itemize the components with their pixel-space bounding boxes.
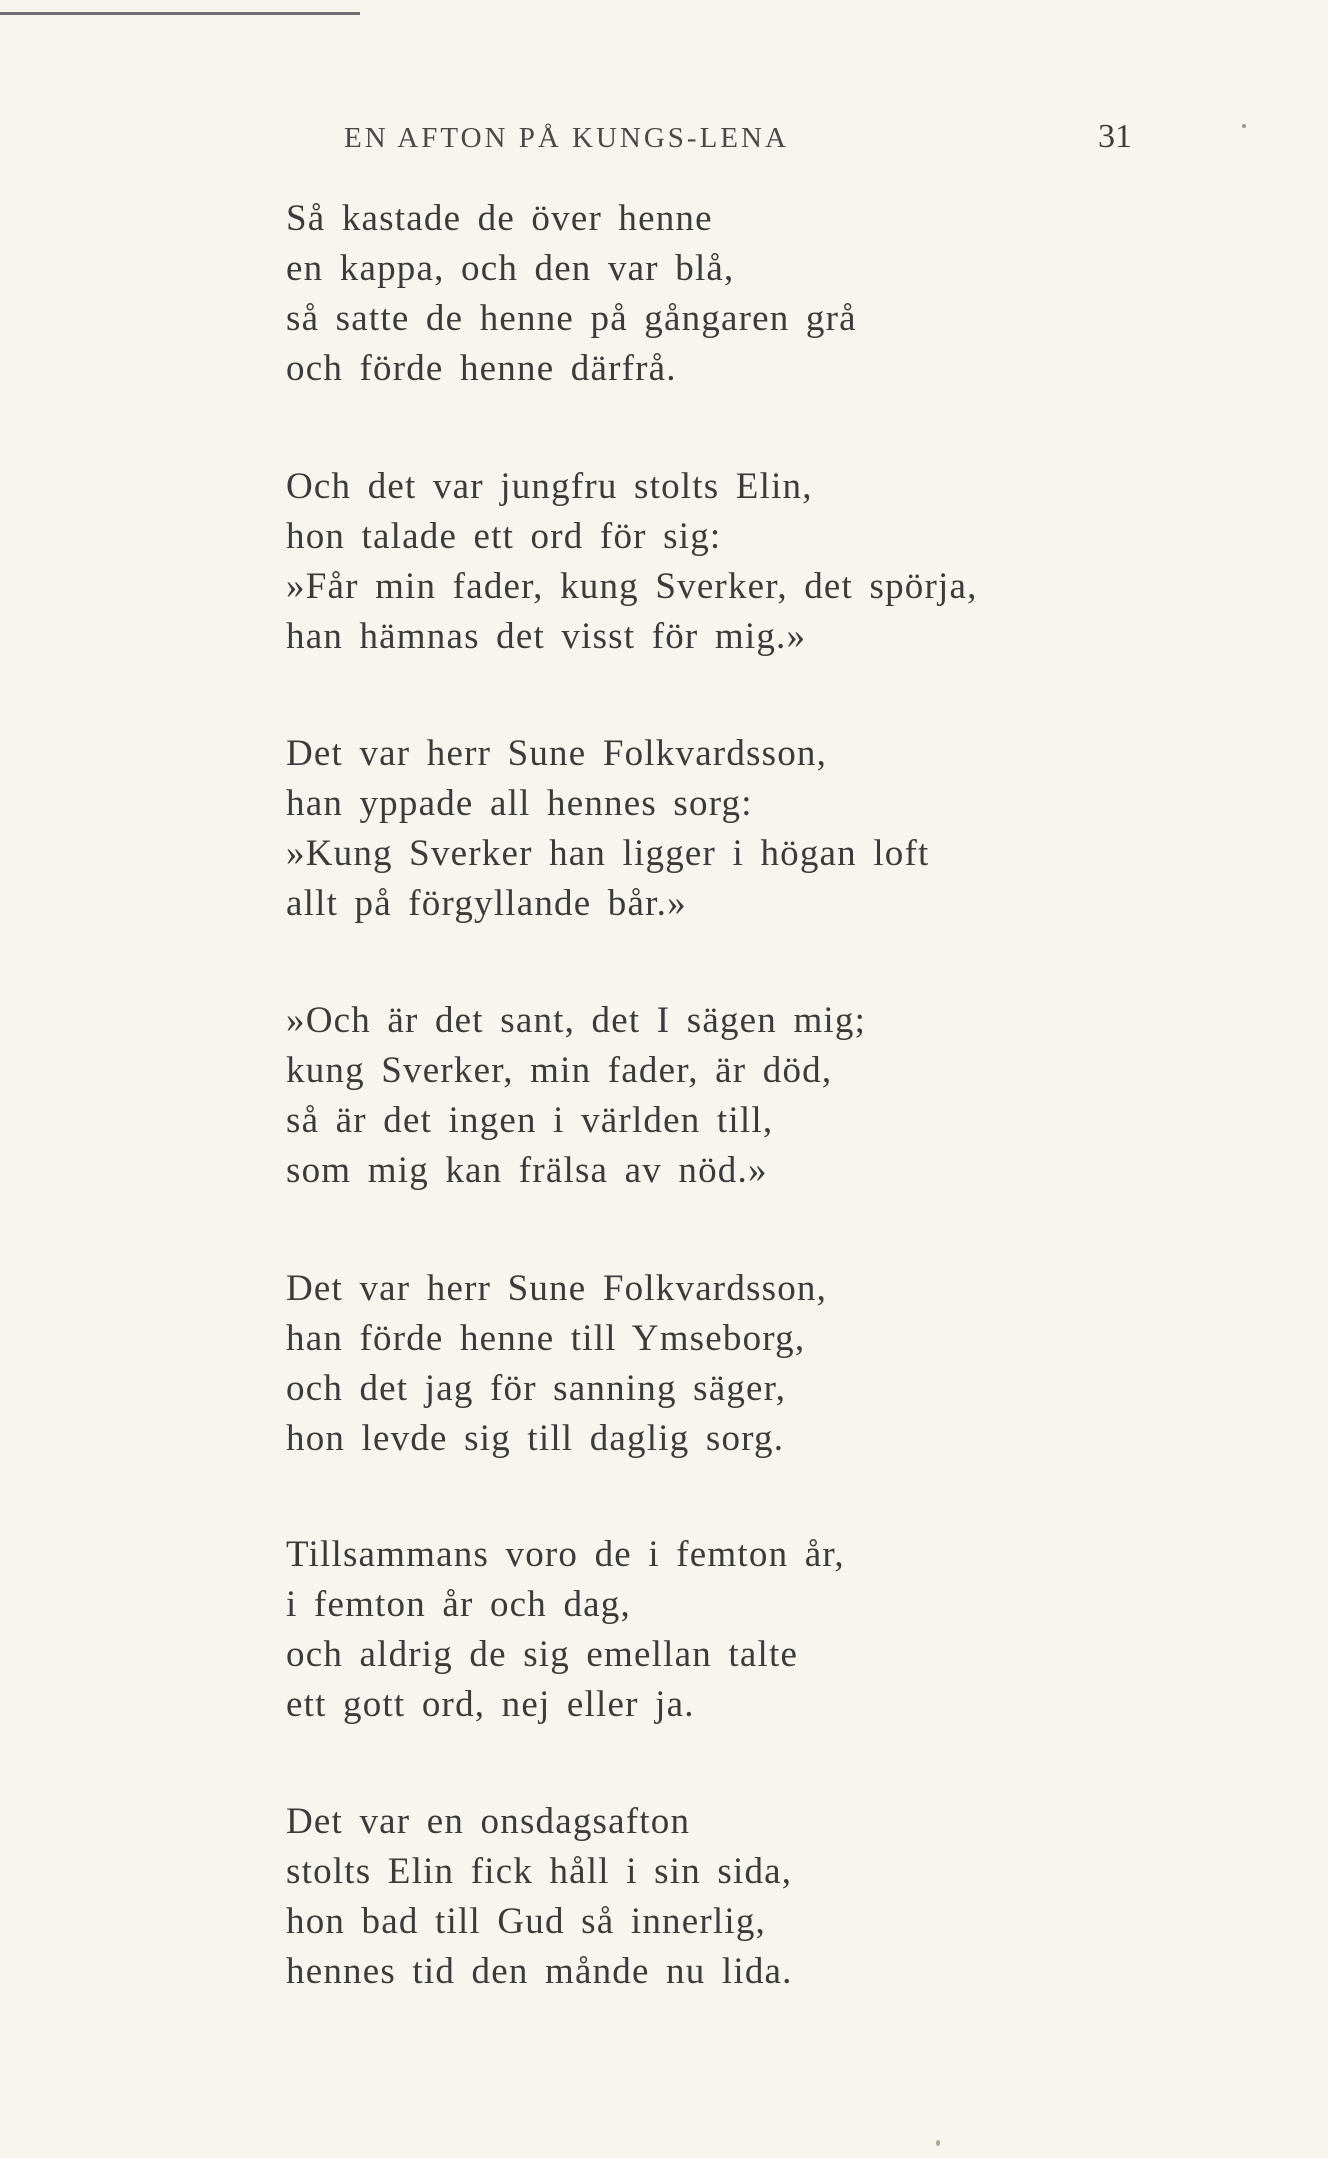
verse-line: en kappa, och den var blå, [286,248,735,289]
verse-line: och aldrig de sig emellan talte [286,1634,799,1675]
verse-line: Det var herr Sune Folkvardsson, [286,733,828,774]
verse-line: så är det ingen i världen till, [286,1100,774,1141]
verse-line: hennes tid den månde nu lida. [286,1951,793,1992]
verse-line: »Får min fader, kung Sverker, det spörja, [286,566,978,607]
verse-line: allt på förgyllande bår.» [286,883,687,924]
verse-line: så satte de henne på gångaren grå [286,298,857,339]
verse-line: kung Sverker, min fader, är död, [286,1050,833,1091]
stanza [286,1264,1186,1464]
verse-line: han hämnas det visst för mig.» [286,616,807,657]
verse-line: Tillsammans voro de i femton år, [286,1534,845,1575]
verse-line: Så kastade de över henne [286,198,713,239]
page-number: 31 [1098,118,1132,155]
stanza [286,729,1186,929]
verse-line: Det var en onsdagsafton [286,1801,691,1842]
verse-line: stolts Elin fick håll i sin sida, [286,1851,793,1892]
speck-mark [936,2140,940,2146]
verse-line: Och det var jungfru stolts Elin, [286,466,813,507]
verse-line: som mig kan frälsa av nöd.» [286,1150,768,1191]
stanza [286,194,1186,394]
verse-line: i femton år och dag, [286,1584,631,1625]
stanza [286,996,1186,1196]
verse-line: hon talade ett ord för sig: [286,516,722,557]
verse-line: hon bad till Gud så innerlig, [286,1901,766,1942]
page-edge-rule [0,12,360,15]
verse-line: ett gott ord, nej eller ja. [286,1684,695,1725]
verse-line: och det jag för sanning säger, [286,1368,787,1409]
verse-line: »Och är det sant, det I sägen mig; [286,1000,867,1041]
verse-line: han yppade all hennes sorg: [286,783,753,824]
stanza [286,1797,1186,1997]
stanza [286,462,1186,662]
verse-line: och förde henne därfrå. [286,348,677,389]
verse-line: Det var herr Sune Folkvardsson, [286,1268,828,1309]
verse-line: hon levde sig till daglig sorg. [286,1418,785,1459]
stanza [286,1530,1186,1730]
speck-mark [1242,124,1246,128]
verse-line: »Kung Sverker han ligger i högan loft [286,833,930,874]
verse-line: han förde henne till Ymseborg, [286,1318,806,1359]
running-title: EN AFTON PÅ KUNGS-LENA [344,122,789,154]
